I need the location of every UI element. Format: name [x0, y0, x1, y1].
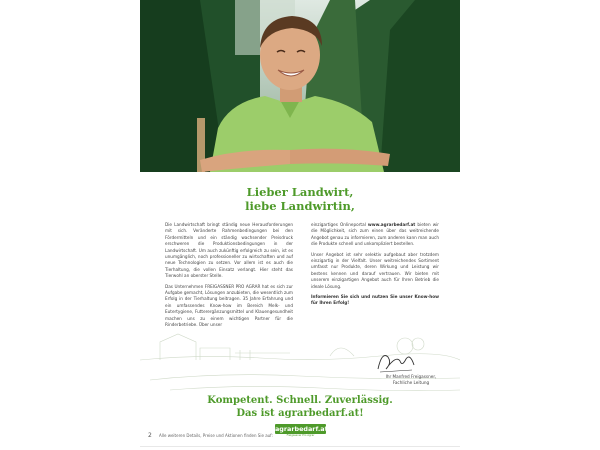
signature-name: Ihr Manfred Freigassner, — [385, 374, 437, 379]
footer-divider — [140, 446, 460, 447]
footer-note: Alle weiteren Details, Preise und Aktionen finden Sie auf: — [159, 433, 273, 438]
paragraph-text: bieten wir die Möglichkeit, sich zum einen über das weitreichende Angebot genau zu informieren, zum anderen kann man auch die Produkte schnell und unkompliziert bestellen. — [311, 222, 439, 247]
paragraph: Das Unternehmen FREIGASSNER PRO AGRAR hat es sich zur Aufgabe gemacht, Lösungen anzubieten, die wesentlich zum Erfolg in der Tierhaltung beitragen. 35 Jahre Erfahrung und ein umfassendes Know-how im Bereich Melk- und Eutertygiene, Futterergänzungsmittel und Klauengesundheit machen uns zu einem wichtigen Partner für die Rinderbetriebe. Über unser — [165, 283, 293, 328]
agrarbedarf-logo[interactable] — [275, 424, 326, 440]
salutation-heading — [140, 185, 460, 213]
paragraph-text: einzigartiges Onlineportal — [311, 222, 368, 227]
farmer-photo — [140, 0, 460, 172]
salutation-line-1: Lieber Landwirt, — [246, 185, 354, 199]
logo-subtext: Freigassner Pro Agrar — [286, 434, 315, 437]
website-link[interactable]: www.agrarbedarf.at — [367, 222, 416, 227]
tagline — [140, 394, 460, 420]
paragraph — [311, 222, 439, 248]
signature-image — [372, 347, 420, 375]
tagline-line-2: Das ist agrarbedarf.at! — [236, 408, 364, 419]
paragraph: Unser Angebot ist sehr selektiv aufgebaut aber trotzdem einzigartig in der Vielfalt. Unser weitreichendes Sortiment umfasst nur Produkte, deren Wirkung und Leistung wir bestens kennen und darauf vertrauen. Wir bieten mit unserem einzigartigen Angebot auch für Ihren Betrieb die ideale Lösung. — [311, 251, 439, 289]
tagline-line-1: Kompetent. Schnell. Zuverlässig. — [207, 395, 393, 406]
page-number: 2 — [148, 432, 152, 439]
right-column — [311, 222, 439, 311]
signature-role: Fachliche Leitung — [392, 380, 430, 385]
signature-caption — [376, 374, 446, 386]
logo-text: agrarbedarf.at — [275, 425, 328, 433]
brochure-page — [140, 0, 460, 450]
left-column — [165, 222, 293, 333]
paragraph: Die Landwirtschaft bringt ständig neue Herausforderungen mit sich. Veränderte Rahmenbedingungen bei den Fördermitteln und ein ständig wachsender Preisdruck erschweren die Produktionsbedingungen in der Landwirtschaft. Um auch zukünftig erfolgreich zu sein, ist es unumgänglich, noch professioneller zu wirtschaften und auf neue Technologien zu setzen. Vor allem ist es auch die Tierhaltung, die vollen Einsatz verlangt. Hier steht das Tierwohl an oberster Stelle. — [165, 222, 293, 279]
call-to-action: Informieren Sie sich und nutzen Sie unser Know-how für Ihren Erfolg! — [311, 294, 439, 306]
salutation-line-2: liebe Landwirtin, — [245, 199, 355, 213]
